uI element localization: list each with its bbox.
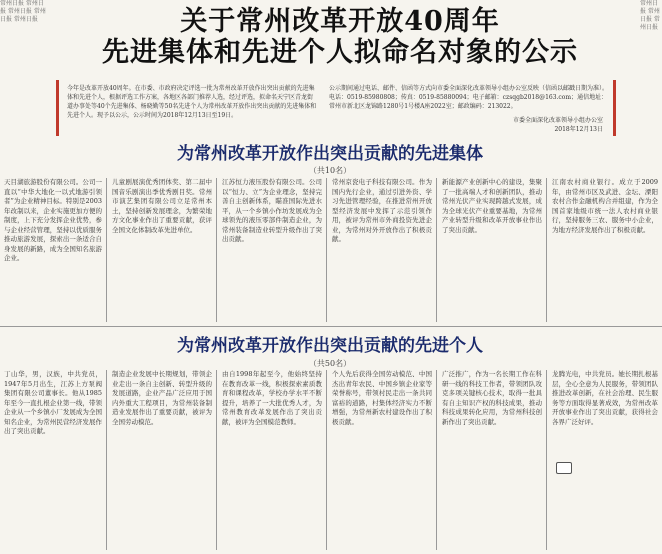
intro-signature-org: 市委全面深化改革领导小组办公室: [512, 117, 603, 124]
title-line-2: 先进集体和先进个人拟命名对象的公示: [102, 37, 578, 68]
page-title: [60, 6, 620, 68]
column-divider: [436, 178, 437, 322]
column-divider: [106, 370, 107, 550]
pen-icon: [556, 462, 572, 474]
intro-signature-date: 2018年12月13日: [554, 126, 603, 133]
column-divider: [216, 178, 217, 322]
individual-column-5: 广泛推广，作为一名长期工作在科研一线的科技工作者，带领团队攻克多项关键核心技术，取得一批具有自主知识产权的科技成果，推动科技成果转化应用，为常州科技创新作出了突出贡献。: [442, 370, 542, 426]
intro-notice-box: [56, 80, 616, 136]
column-divider: [326, 370, 327, 550]
intro-left-text: 今年是改革开放40周年。在市委、市政府决定评选一批为常州改革开放作出突出贡献的先进集体和先进个人，根据评选工作方案，各地区各部门推荐人选，经过评选，拟命名天宁区青龙街道办事处等40个先进集体、杨晓勤等50名先进个人为常州改革开放作出突出贡献的先进集体和先进个人。现予以公示，公示时间为2018年12月13日至19日。: [67, 85, 317, 119]
column-divider: [546, 178, 547, 322]
individual-column-1: 丁山华，男，汉族，中共党员，1947年5月出生，江苏上方泵阀集团有限公司董事长。他从1985年至今一直扎根企业第一线，带领企业从一个乡镇小厂发展成为全国知名企业，为常州民营经济发展作出了突出贡献。: [4, 370, 102, 435]
section-divider: [0, 326, 662, 327]
column-divider: [436, 370, 437, 550]
intro-signature: [513, 116, 603, 134]
section-count-collective: （共10名）: [308, 166, 352, 175]
collective-column-5: 新能源产业创新中心的建设，集聚了一批高端人才和创新团队，推动常州光伏产业实现跨越式发展，成为全球光伏产业重要基地，为常州产业转型升级和改革开放事业作出了突出贡献。: [442, 178, 542, 234]
individual-column-2: 制造企业发展中长期规划，带领企业走出一条自主创新、转型升级的发展道路，企业产品广泛应用于国内外重大工程项目，为常州装备制造业发展作出了重要贡献，被评为全国劳动模范。: [112, 370, 212, 426]
right-edge-text: 常州日报 常州日报 常州日报: [640, 0, 660, 31]
collective-column-4: 常州京瓷电子科技有限公司。作为国内先行企业，通过引进外资、学习先进管理经验，在推进常州开放型经济发展中发挥了示范引领作用，被评为常州市外商投资先进企业，为常州对外开放作出了积极贡献。: [332, 178, 432, 243]
individual-column-4: 个人先后获得全国劳动模范、中国杰出青年农民、中国乡镇企业家等荣誉称号，带领村民走出一条共同富裕的道路，村集体经济实力不断增强，为常州新农村建设作出了积极贡献。: [332, 370, 432, 426]
individual-column-3: 由自1998年起至今，他始终坚持在教育改革一线，积极探索素质教育和课程改革，学校办学水平不断提升，培养了一大批优秀人才，为常州教育改革发展作出了突出贡献，被评为全国模范教师。: [222, 370, 322, 426]
collective-column-6: 江南农村商业银行。成立于2009年，由常州市区及武进、金坛、溧阳农村合作金融机构合并组建，作为全国首家地级市统一法人农村商业银行，坚持服务三农、服务中小企业，为地方经济发展作出了积极贡献。: [552, 178, 658, 234]
left-edge-text: 常州日报 常州日报 常州日报 常州日报 常州日报: [0, 0, 46, 23]
collective-column-3: 江苏恒力液压股份有限公司。公司以“恒力、立”为企业理念，坚持完善自主创新体系，瞄准国际先进水平，从一个乡镇小作坊发展成为全球领先的液压零部件制造企业，为常州装备制造业转型升级作出了突出贡献。: [222, 178, 322, 243]
column-divider: [106, 178, 107, 322]
section-heading-collective: 为常州改革开放作出突出贡献的先进集体: [177, 144, 483, 164]
title-line-1: 关于常州改革开放40周年: [180, 6, 500, 37]
section-heading-individual: 为常州改革开放作出突出贡献的先进个人: [177, 336, 483, 356]
column-divider: [216, 370, 217, 550]
column-divider: [546, 370, 547, 550]
collective-column-1: 天目湖旅游股份有限公司。公司一直以“中华大地化一以式地游引领者”为企业精神目标。特别是2003年改制以来，企业实施更加方便的制度，上下充分发挥企业优势，参与企业经营管理，坚持以优质服务推动旅游发展，探索出一条适合自身发展的新路，成为全国知名旅游企业。: [4, 178, 102, 262]
collective-column-2: 儿童剧展演优秀团体奖、第二届中国音乐剧演出季优秀剧目奖。常州市演艺集团有限公司立足常州本土，坚持创新发展理念，为繁荣地方文化事业作出了重要贡献，获评全国文化体制改革先进单位。: [112, 178, 212, 234]
column-divider: [326, 178, 327, 322]
individual-column-6: 龙腾光电，中共党员。她长期扎根基层，全心全意为人民服务，带领团队推进改革创新，在社会治理、民生服务等方面取得显著成效，为常州改革开放事业作出了突出贡献，获得社会各界广泛好评。: [552, 370, 658, 426]
section-count-individual: （共50名）: [308, 359, 352, 368]
intro-right-text: 公示期间通过电话、邮件、信函等方式向市委全面深化改革领导小组办公室反映（信函以邮戳日期为准）。电话：0519-85980808；传真：0519-85880094；电子邮箱：czsqgb2018@163.com；通信地址：常州市新北区龙锦路1280号1号楼A座2022室；邮政编码：213022。: [329, 85, 609, 110]
